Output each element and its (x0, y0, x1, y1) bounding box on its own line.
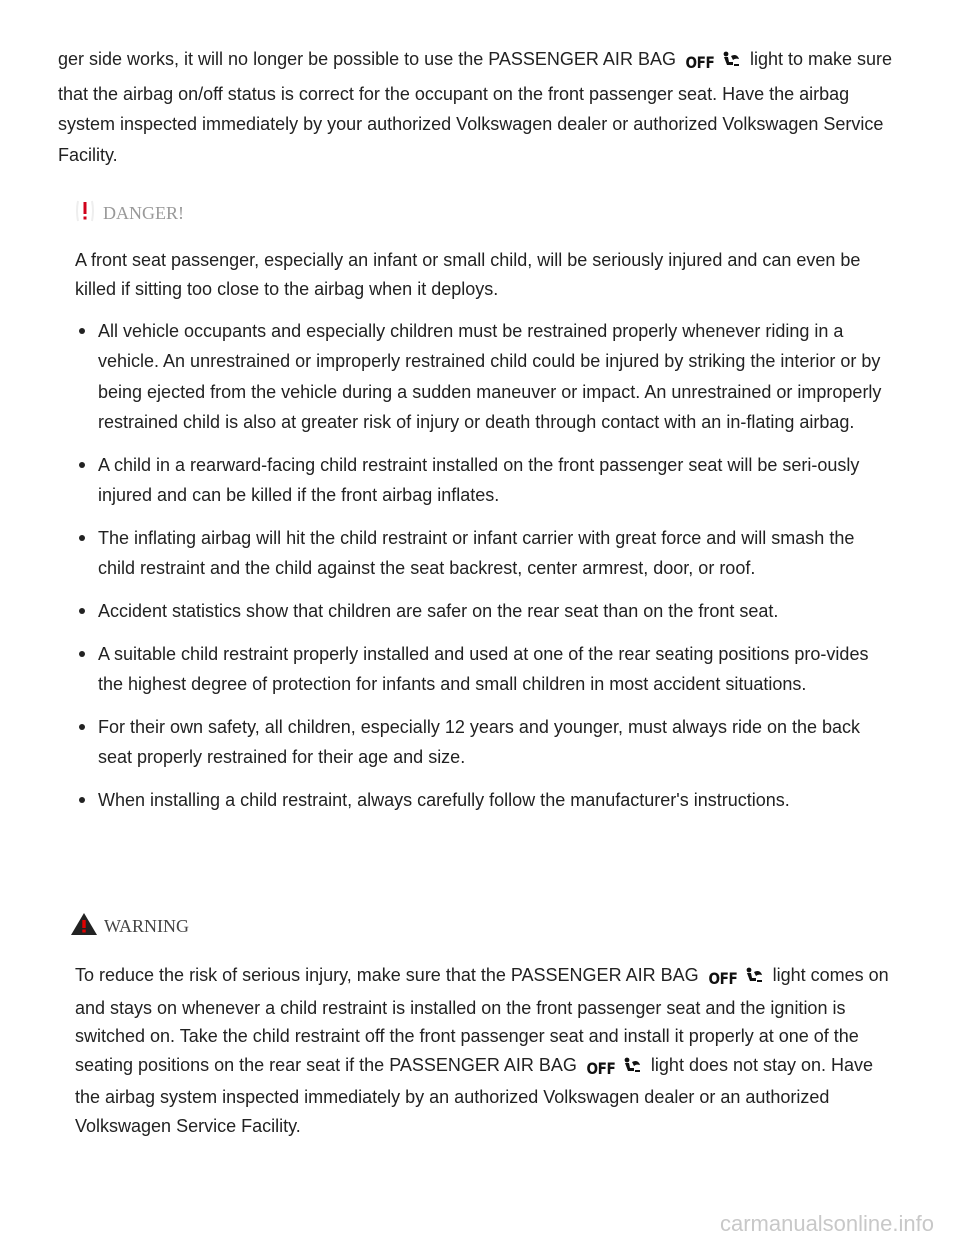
warning-title: WARNING (104, 916, 189, 936)
intro-text-after: light to make sure that the airbag on/off status is correct for the occupant on the front passenger seat. Have the airbag system inspected immediately by your authorized Volkswagen dealer or authorized Volkswagen Service Facility. (58, 49, 893, 165)
danger-title: DANGER! (103, 203, 184, 223)
danger-bullet-list (75, 316, 895, 828)
intro-paragraph (58, 44, 908, 170)
danger-text: A front seat passenger, especially an infant or small child, will be seriously injured and can even be killed if sitting too close to the airbag when it deploys. (75, 250, 861, 299)
passenger-airbag-icon (622, 1055, 642, 1084)
watermark[interactable]: carmanualsonline.info (719, 1211, 934, 1236)
warning-text-part3: light does not stay on. Have the airbag system inspected immediately by an authorized Volkswagen dealer or an authorized Volkswagen Service Facility. (75, 1054, 874, 1136)
warning-text-part2: light comes on and stays on whenever a child restraint is installed on the front passenger seat and the ignition is switched on. Take the child restraint off the front passenger seat and install it properly at one of the seating positions on the rear seat if the PASSENGER AIR BAG (75, 965, 889, 1075)
list-item: The inflating airbag will hit the child restraint or infant carrier with great force and will smash the child restraint and the child against the seat backrest, center armrest, door, or roof. (75, 523, 895, 584)
danger-heading (74, 198, 184, 229)
airbag-off-indicator (683, 48, 741, 79)
warning-text-part1: To reduce the risk of serious injury, make sure that the PASSENGER AIR BAG (75, 965, 699, 985)
exclamation-icon (74, 198, 96, 229)
passenger-airbag-icon (721, 48, 741, 79)
off-icon: OFF (586, 1058, 616, 1078)
list-item: A child in a rearward-facing child restraint installed on the front passenger seat will be seri-ously injured and can be killed if the front airbag inflates. (75, 450, 895, 511)
airbag-off-indicator (706, 965, 764, 994)
warning-triangle-icon (70, 912, 98, 941)
list-item: For their own safety, all children, especially 12 years and younger, must always ride on the back seat properly restrained for their age and size. (75, 712, 895, 773)
warning-heading (70, 912, 189, 941)
passenger-airbag-icon (744, 965, 764, 994)
list-item: All vehicle occupants and especially children must be restrained properly whenever riding in a vehicle. An unrestrained or improperly restrained child could be injured by striking the interior or by being ejected from the vehicle during a sudden maneuver or impact. An unrestrained or improperly restrained child is also at greater risk of injury or death through contact with an in-flating airbag. (75, 316, 895, 437)
warning-text (75, 961, 900, 1140)
list-item: Accident statistics show that children are safer on the rear seat than on the front seat. (75, 596, 895, 626)
off-icon: OFF (685, 53, 715, 72)
list-item: A suitable child restraint properly installed and used at one of the rear seating positions pro-vides the highest degree of protection for infants and small children in most accident situations. (75, 639, 895, 700)
intro-text-before: ger side works, it will no longer be possible to use the PASSENGER AIR BAG (58, 49, 676, 69)
airbag-off-indicator (584, 1055, 642, 1084)
off-icon: OFF (708, 969, 738, 988)
list-item: When installing a child restraint, always carefully follow the manufacturer's instructions. (75, 785, 895, 815)
